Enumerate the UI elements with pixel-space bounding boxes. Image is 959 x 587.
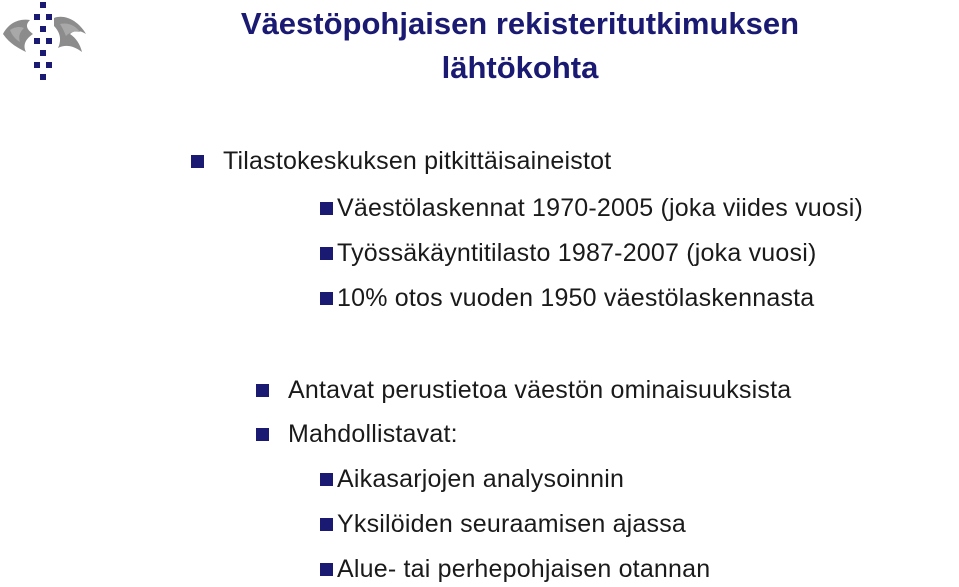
slide-title [200, 2, 840, 90]
sub-bullet-item [320, 464, 624, 494]
sub-bullet-text: Väestölaskennat 1970-2005 (joka viides vuosi) [337, 194, 863, 222]
square-bullet-icon [320, 518, 333, 531]
square-bullet-icon [320, 473, 333, 486]
bullet-item [191, 146, 611, 176]
square-bullet-icon [320, 247, 333, 260]
sub-bullet-text: 10% otos vuoden 1950 väestölaskennasta [337, 284, 815, 312]
sub-bullet-item [320, 193, 863, 223]
sub-bullet-item [320, 283, 814, 313]
sub-bullet-text: Alue- tai perhepohjaisen otannan [337, 555, 711, 583]
square-bullet-icon [191, 155, 204, 168]
sub-bullet-item [320, 554, 710, 584]
sub-bullet-text: Työssäkäyntitilasto 1987-2007 (joka vuosi) [337, 239, 817, 267]
square-bullet-icon [256, 384, 269, 397]
sub-bullet-text: Yksilöiden seuraamisen ajassa [337, 510, 687, 538]
sub-bullet-item [320, 509, 686, 539]
square-bullet-icon [320, 202, 333, 215]
sub-bullet-item [320, 238, 816, 268]
bullet-text: Antavat perustietoa väestön ominaisuuksista [288, 376, 792, 404]
bullet-text: Tilastokeskuksen pitkittäisaineistot [223, 147, 612, 175]
bullet-text: Mahdollistavat: [288, 420, 458, 448]
square-bullet-icon [256, 428, 269, 441]
bullet-item [256, 419, 458, 449]
square-bullet-icon [320, 563, 333, 576]
bullet-item [256, 375, 791, 405]
sub-bullet-text: Aikasarjojen analysoinnin [337, 465, 625, 493]
square-bullet-icon [320, 292, 333, 305]
university-logo-icon [0, 0, 92, 86]
slide-title-line-2: lähtökohta [441, 50, 599, 85]
slide-title-line-1: Väestöpohjaisen rekisteritutkimuksen [240, 6, 800, 41]
